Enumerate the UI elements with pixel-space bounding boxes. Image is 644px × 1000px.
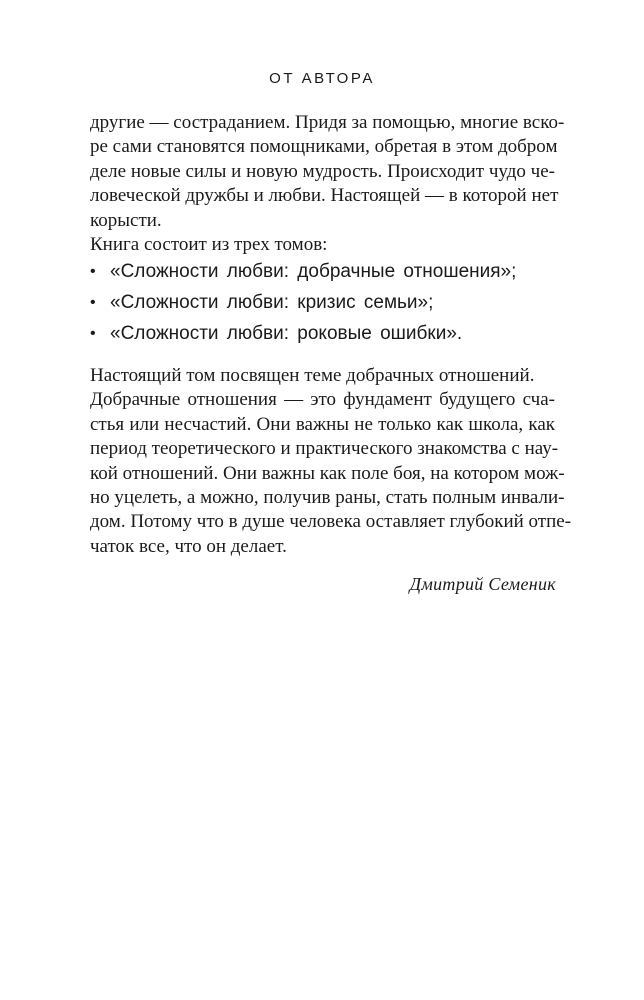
text-line: кой отношений. Они важны как поле боя, на котором мож-	[90, 462, 565, 484]
running-head: ОТ АВТОРА	[269, 70, 375, 87]
text-line: Настоящий том посвящен теме добрачных отношений.	[90, 365, 535, 386]
volume-title: «Сложности любви: роковые ошибки».	[110, 322, 463, 344]
text-line: ре сами становятся помощниками, обретая в этом добром	[90, 136, 558, 158]
text-line: Добрачные отношения — это фундамент будущего сча-	[90, 389, 555, 411]
paragraph-continuation	[90, 111, 565, 257]
text-line: ловеческой дружбы и любви. Настоящей — в которой нет	[90, 185, 559, 207]
volume-title: «Сложности любви: кризис семьи»;	[110, 291, 434, 313]
text-line: период теоретического и практического знакомства с нау-	[90, 438, 559, 460]
bullet-icon: •	[90, 262, 96, 280]
text-line: деле новые силы и новую мудрость. Происходит чудо че-	[90, 160, 555, 182]
intro-text: Книга состоит из трех томов:	[90, 233, 328, 255]
list-item	[90, 256, 560, 287]
text-line: другие — состраданием. Придя за помощью, многие вско-	[90, 112, 565, 133]
list-item	[90, 318, 560, 349]
list-item	[90, 287, 560, 318]
volume-title: «Сложности любви: добрачные отношения»;	[110, 260, 517, 282]
text-line: дом. Потому что в душе человека оставляет глубокий отпе-	[90, 511, 572, 533]
text-line: но уцелеть, а можно, получив раны, стать полным инвали-	[90, 486, 565, 508]
author-signature: Дмитрий Семеник	[409, 574, 556, 594]
bullet-icon: •	[90, 293, 96, 311]
text-line: корысти.	[90, 209, 162, 231]
bullet-icon: •	[90, 324, 96, 342]
volume-list	[90, 256, 560, 349]
intro-line	[90, 233, 555, 257]
paragraph-main	[90, 364, 572, 559]
text-line: чаток все, что он делает.	[90, 535, 287, 557]
text-line: стья или несчастий. Они важны не только как школа, как	[90, 413, 555, 435]
